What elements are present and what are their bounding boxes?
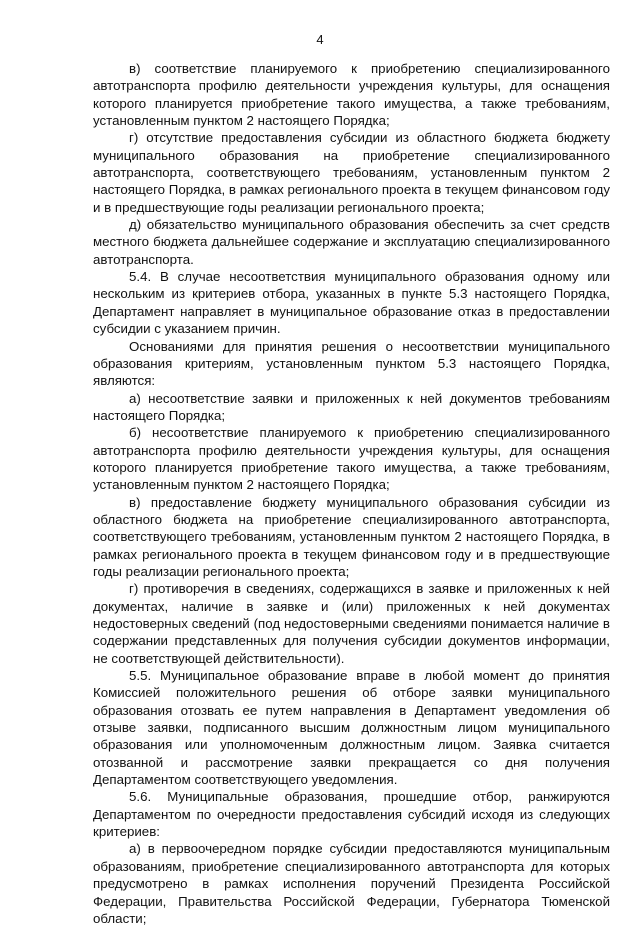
paragraph-3-v: в) соответствие планируемого к приобретению специализированного автотранспорта профилю деятельности учреждения культуры, для оснащения которого планируется приобретение такого имущества, а также требованиям, установленным пунктом 2 настоящего Порядка;: [93, 61, 610, 129]
paragraph-grounds-intro: Основаниями для принятия решения о несоответствии муниципального образования критериям, установленным пунктом 5.3 настоящего Порядка, являются:: [93, 338, 610, 389]
document-body: [93, 60, 610, 927]
paragraph-5-6-a: а) в первоочередном порядке субсидии предоставляются муниципальным образованиям, приобретение специализированного автотранспорта для которых предусмотрено в рамках исполнения поручений Президента Российской Федерации, Правительства Российской Федерации, Губернатора Тюменской области;: [93, 841, 610, 926]
paragraph-5-6: 5.6. Муниципальные образования, прошедшие отбор, ранжируются Департаментом по очередности предоставления субсидий исходя из следующих критериев:: [93, 789, 610, 840]
paragraph-5-4: 5.4. В случае несоответствия муниципального образования одному или нескольким из критериев отбора, указанных в пункте 5.3 настоящего Порядка, Департамент направляет в муниципальное образование отказ в предоставлении субсидии с указанием причин.: [93, 269, 610, 337]
page-number: 4: [316, 32, 324, 47]
paragraph-5-5: 5.5. Муниципальное образование вправе в любой момент до принятия Комиссией положительного решения об отборе заявки муниципального образования отозвать ее путем направления в Департамент уведомления об отзыве заявки, подписанного высшим должностным лицом муниципального образования или уполномоченным должностным лицом. Заявка считается отозванной и рассмотрение заявки прекращается со дня получения Департаментом соответствующего уведомления.: [93, 668, 610, 788]
paragraph-grounds-a: а) несоответствие заявки и приложенных к ней документов требованиям настоящего Порядка;: [93, 390, 610, 423]
paragraph-grounds-g: г) противоречия в сведениях, содержащихся в заявке и приложенных к ней документах, наличие в заявке и (или) приложенных к ней документах недостоверных сведений (под недостоверными сведениями понимается наличие в содержании представленных для получения субсидии документов информации, не соответствующей действительности).: [93, 581, 610, 666]
paragraph-3-g: г) отсутствие предоставления субсидии из областного бюджета бюджету муниципального образования на приобретение специализированного автотранспорта, соответствующего требованиям, установленным пунктом 2 настоящего Порядка, в рамках регионального проекта в текущем финансовом году и в предшествующие годы реализации регионального проекта;: [93, 130, 610, 215]
paragraph-3-d: д) обязательство муниципального образования обеспечить за счет средств местного бюджета дальнейшее содержание и эксплуатацию специализированного автотранспорта.: [93, 217, 610, 267]
paragraph-grounds-b: б) несоответствие планируемого к приобретению специализированного автотранспорта профилю деятельности учреждения культуры, для оснащения которого планируется приобретение такого имущества, а также требованиям, установленным пунктом 2 настоящего Порядка;: [93, 425, 610, 493]
paragraph-grounds-v: в) предоставление бюджету муниципального образования субсидии из областного бюджета на приобретение специализированного автотранспорта, соответствующего требованиям, установленным пунктом 2 настоящего Порядка, в рамках регионального проекта в текущем финансовом году и в предшествующие годы реализации регионального проекта;: [93, 494, 610, 579]
